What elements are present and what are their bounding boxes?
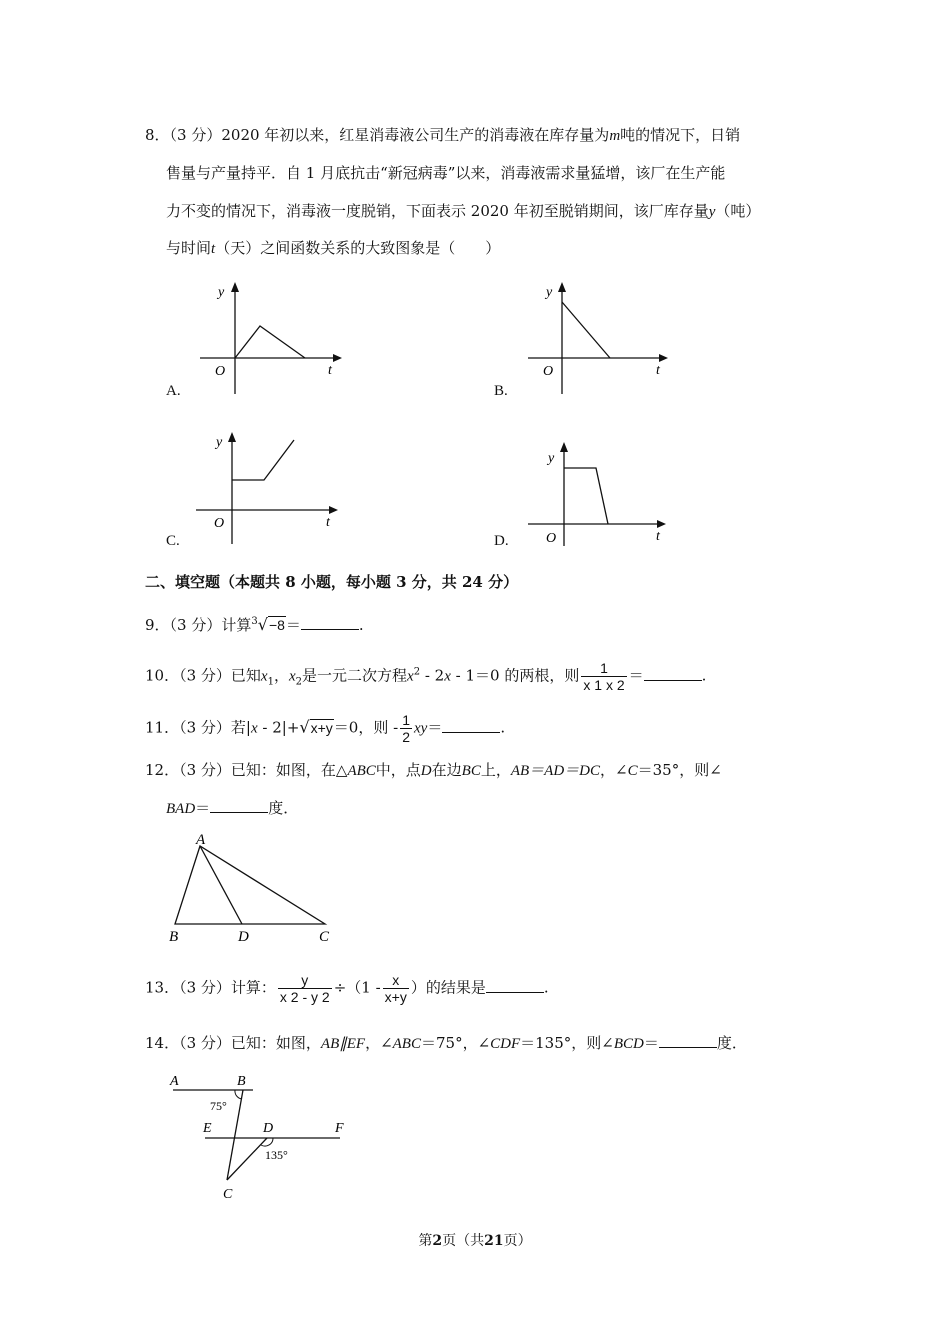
svg-text:A: A (170, 1074, 179, 1089)
svg-text:O: O (543, 364, 554, 379)
radical-icon: √ (299, 717, 310, 737)
q8-line2: 售量与产量持平．自 1 月底抗击“新冠病毒”以来，消毒液需求量猛增，该厂在生产能 (166, 164, 726, 182)
q13: 13．（3 分）计算： $\frac{y}{x 2 - y 2}$ ÷（1 - $\frac{x}{x+y}$ ）的结果是 . (145, 972, 549, 1005)
svg-text:t: t (326, 515, 330, 530)
section-heading: 二、填空题（本题共 8 小题，每小题 3 分，共 24 分） (145, 573, 519, 591)
q12-triangle-figure (160, 828, 350, 946)
axis-label-o: O (215, 364, 226, 379)
q11: 11．（3 分）若|x - 2|+√x+y＝0，则 - $\frac{1}{2}$ xy＝ . (145, 712, 506, 745)
option-c-graph (190, 428, 350, 548)
q12-line1: 12．（3 分）已知：如图，在△ABC中，点D在边BC上，AB＝AD＝DC，∠C＝35°，则∠ (145, 761, 722, 779)
svg-text:t: t (656, 363, 660, 378)
svg-text:C: C (319, 929, 330, 945)
svg-text:y: y (216, 435, 223, 450)
answer-blank[interactable] (442, 718, 500, 733)
svg-text:O: O (214, 516, 225, 531)
fraction: $\frac{1}{x 1 x 2}$ (583, 660, 625, 693)
answer-blank[interactable] (644, 666, 702, 681)
axis-label-t: t (328, 363, 332, 378)
option-d-graph (522, 438, 682, 546)
fraction: $\frac{1}{2}$ (402, 712, 410, 745)
svg-text:y: y (548, 451, 555, 466)
svg-text:A: A (196, 832, 206, 848)
answer-blank[interactable] (486, 978, 544, 993)
answer-blank[interactable] (210, 798, 268, 813)
option-b-label: B. (494, 383, 508, 399)
svg-text:75°: 75° (210, 1099, 227, 1113)
q8-line1: 8．（3 分）2020 年初以来，红星消毒液公司生产的消毒液在库存量为m吨的情况下，日销 (145, 126, 741, 144)
option-d-label: D. (494, 533, 509, 549)
svg-text:F: F (335, 1121, 344, 1136)
svg-text:135°: 135° (265, 1148, 288, 1162)
q12-line2: BAD＝ 度． (166, 799, 299, 817)
q14: 14．（3 分）已知：如图，AB∥EF，∠ABC＝75°，∠CDF＝135°，则∠BCD＝ 度． (145, 1034, 747, 1052)
q8-line4: 与时间t（天）之间函数关系的大致图象是（ ） (166, 239, 501, 257)
q9: 9．（3 分）计算$^3$√−8＝ . (145, 615, 364, 634)
axis-label-y: y (218, 285, 225, 300)
svg-text:D: D (263, 1121, 274, 1136)
svg-text:B: B (237, 1074, 246, 1089)
svg-text:t: t (656, 529, 660, 544)
option-c-label: C. (166, 533, 180, 549)
option-a-graph (190, 278, 350, 398)
q8-line3: 力不变的情况下，消毒液一度脱销，下面表示 2020 年初至脱销期间，该厂库存量y（吨） (166, 202, 761, 220)
page-footer: 第2页（共21页） (418, 1233, 532, 1249)
radical-icon: √ (257, 615, 268, 634)
svg-text:B: B (169, 929, 179, 945)
var-m: m (609, 128, 621, 144)
option-b-graph (520, 278, 680, 398)
fraction: $\frac{y}{x 2 - y 2}$ (279, 972, 330, 1005)
svg-text:y: y (546, 285, 553, 300)
svg-text:D: D (238, 929, 249, 945)
q10: 10．（3 分）已知$x_1$，$x_2$是一元二次方程$x^2 - 2x - 1=0$ 的两根，则 $\frac{1}{x 1 x 2}$ ＝ . (145, 660, 707, 693)
svg-text:E: E (203, 1121, 212, 1136)
q14-parallel-lines-figure (165, 1068, 365, 1204)
option-a-label: A. (166, 383, 181, 399)
answer-blank[interactable] (301, 615, 359, 630)
fraction: $\frac{x}{x+y}$ (384, 972, 407, 1005)
svg-text:O: O (546, 531, 557, 546)
svg-text:C: C (223, 1187, 233, 1202)
answer-blank[interactable] (659, 1033, 717, 1048)
